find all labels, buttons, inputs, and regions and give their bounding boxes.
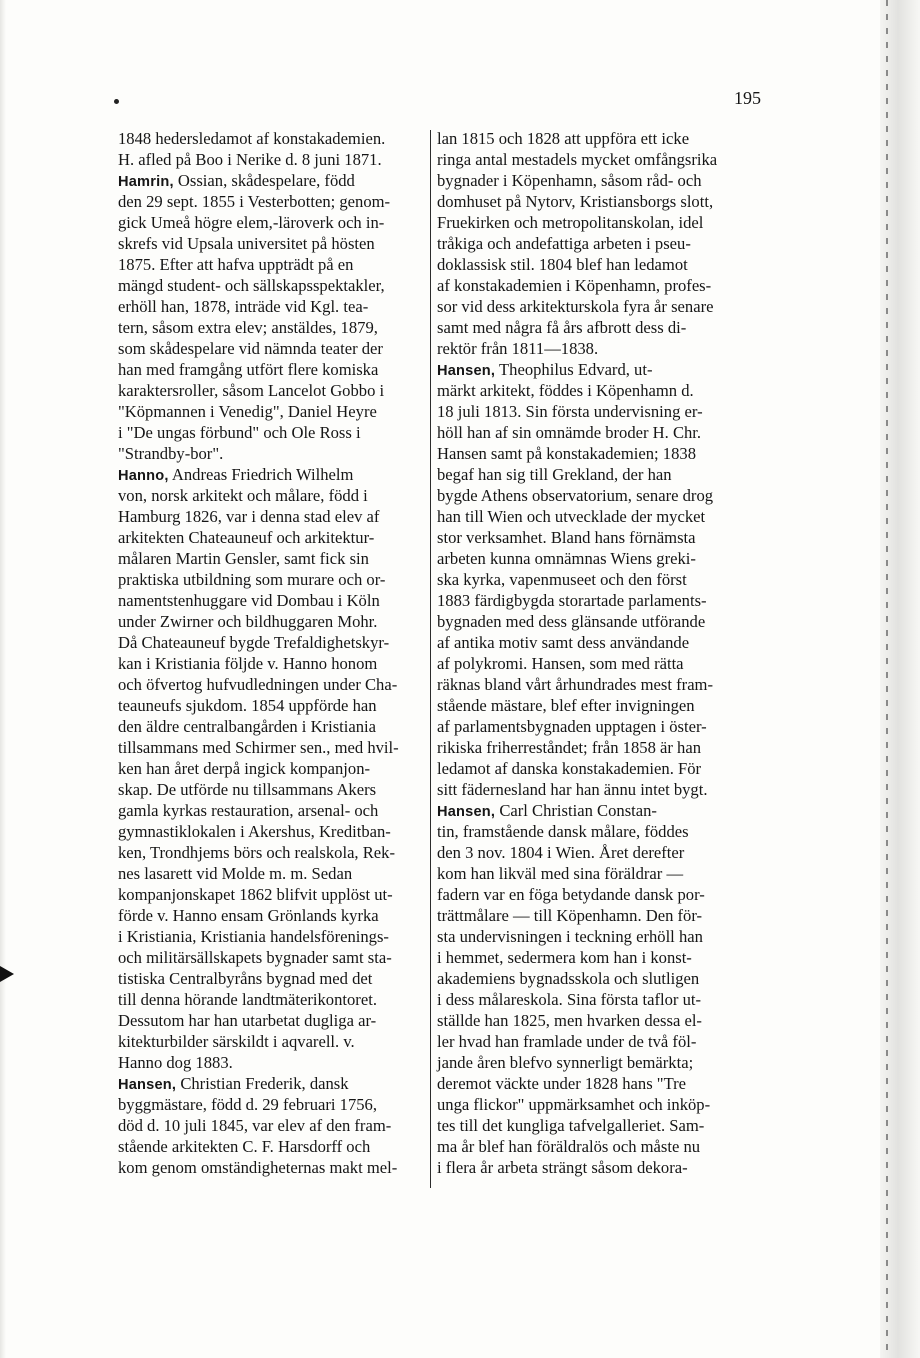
text-line — [118, 632, 399, 653]
text-line — [118, 569, 399, 590]
text-line — [437, 800, 717, 821]
line-text: Theophilus Edvard, ut- — [495, 360, 653, 379]
margin-arrow-icon — [0, 966, 14, 982]
line-text: jande åren blefvo synnerligt bemärkta; — [437, 1053, 694, 1072]
text-line — [437, 737, 717, 758]
text-line — [437, 464, 717, 485]
line-text: Då Chateauneuf bygde Trefaldighetskyr- — [118, 633, 390, 652]
text-line — [118, 947, 399, 968]
text-line — [437, 1010, 717, 1031]
text-line — [118, 926, 399, 947]
scan-edge-left — [0, 0, 6, 1358]
text-line — [118, 128, 399, 149]
text-line — [437, 674, 717, 695]
line-text: målaren Martin Gensler, samt fick sin — [118, 549, 369, 568]
line-text: mängd student- och sällskapsspektakler, — [118, 276, 385, 295]
line-text: den 29 sept. 1855 i Vesterbotten; genom- — [118, 192, 391, 211]
text-line — [118, 842, 399, 863]
text-line — [437, 968, 717, 989]
line-text: bygnaden med dess glänsande utförande — [437, 612, 706, 631]
line-text: förde v. Hanno ensam Grönlands kyrka — [118, 906, 379, 925]
text-line — [437, 905, 717, 926]
line-text: ska kyrka, vapenmuseet och den först — [437, 570, 687, 589]
line-text: i Kristiania, Kristiania handelsförenings- — [118, 927, 389, 946]
line-text: deremot väckte under 1828 hans "Tre — [437, 1074, 687, 1093]
line-text: kitekturbilder särskildt i aqvarell. v. — [118, 1032, 355, 1051]
text-line — [118, 863, 399, 884]
right-column — [437, 128, 717, 1178]
text-line — [437, 611, 717, 632]
text-line — [437, 716, 717, 737]
line-text: tin, framstående dansk målare, föddes — [437, 822, 689, 841]
entry-headword: Hansen, — [437, 804, 496, 820]
text-line — [118, 254, 399, 275]
text-line — [118, 653, 399, 674]
text-line — [437, 275, 717, 296]
line-text: tes till det kungliga tafvelgalleriet. Sam- — [437, 1116, 705, 1135]
line-text: gick Umeå högre elem,-läroverk och in- — [118, 213, 385, 232]
text-line — [437, 233, 717, 254]
text-line — [437, 170, 717, 191]
line-text: och militärsällskapets bygnader samt sta- — [118, 948, 392, 967]
line-text: erhöll han, 1878, inträde vid Kgl. tea- — [118, 297, 369, 316]
line-text: stående arkitekten C. F. Harsdorff och — [118, 1137, 371, 1156]
text-line — [118, 212, 399, 233]
text-line — [118, 1073, 399, 1094]
line-text: Andreas Friedrich Wilhelm — [168, 465, 354, 484]
text-line — [437, 1031, 717, 1052]
line-text: gamla kyrkas restauration, arsenal- och — [118, 801, 379, 820]
line-text: Ossian, skådespelare, född — [173, 171, 355, 190]
text-line — [118, 1052, 399, 1073]
text-line — [437, 338, 717, 359]
line-text: H. afled på Boo i Nerike d. 8 juni 1871. — [118, 150, 382, 169]
text-line — [437, 926, 717, 947]
entry-headword: Hansen, — [437, 363, 496, 379]
text-line — [437, 254, 717, 275]
line-text: i "De ungas förbund" och Ole Ross i — [118, 423, 361, 442]
text-line — [118, 1136, 399, 1157]
line-text: tern, såsom extra elev; anstäldes, 1879, — [118, 318, 378, 337]
line-text: ma år blef han föräldralös och måste nu — [437, 1137, 701, 1156]
text-line — [118, 1031, 399, 1052]
text-line — [118, 485, 399, 506]
text-line — [437, 380, 717, 401]
line-text: af konstakademien i Köpenhamn, profes- — [437, 276, 712, 295]
line-text: bygde Athens observatorium, senare drog — [437, 486, 714, 505]
line-text: höll han af sin omnämde broder H. Chr. — [437, 423, 702, 442]
line-text: 18 juli 1813. Sin första undervisning er- — [437, 402, 703, 421]
line-text: rektör från 1811—1838. — [437, 339, 599, 358]
line-text: kom genom omständigheternas makt mel- — [118, 1158, 398, 1177]
line-text: doklassisk stil. 1804 blef han ledamot — [437, 255, 688, 274]
line-text: unga flickor" uppmärksamhet och inköp- — [437, 1095, 711, 1114]
text-line — [118, 401, 399, 422]
line-text: bygnader i Köpenhamn, såsom råd- och — [437, 171, 702, 190]
page-number: 195 — [734, 88, 761, 108]
entry-headword: Hamrin, — [118, 174, 174, 190]
line-text: skap. De utförde nu tillsammans Akers — [118, 780, 377, 799]
text-line — [118, 170, 399, 191]
line-text: och öfvertog hufvudledningen under Cha- — [118, 675, 398, 694]
line-text: Christian Frederik, dansk — [176, 1074, 349, 1093]
text-line — [437, 212, 717, 233]
line-text: gymnastiklokalen i Akershus, Kreditban- — [118, 822, 391, 841]
column-divider — [430, 130, 431, 1188]
line-text: stor verksamhet. Bland hans förnämsta — [437, 528, 696, 547]
text-line — [118, 821, 399, 842]
text-line — [437, 443, 717, 464]
text-line — [437, 317, 717, 338]
text-line — [118, 884, 399, 905]
line-text: tråkiga och andefattiga arbeten i pseu- — [437, 234, 691, 253]
text-line — [437, 1094, 717, 1115]
line-text: skrefs vid Upsala universitet på hösten — [118, 234, 375, 253]
text-line — [437, 1073, 717, 1094]
line-text: fadern var en föga betydande dansk por- — [437, 885, 705, 904]
line-text: ler hvad han framlade under de två föl- — [437, 1032, 697, 1051]
line-text: sta undervisningen i teckning erhöll han — [437, 927, 703, 946]
line-text: lan 1815 och 1828 att uppföra ett icke — [437, 129, 690, 148]
text-line — [437, 149, 717, 170]
line-text: stående mästare, blef efter invigningen — [437, 696, 695, 715]
line-text: han till Wien och utvecklade der mycket — [437, 507, 706, 526]
line-text: ken, Trondhjems börs och realskola, Rek- — [118, 843, 395, 862]
text-line — [437, 527, 717, 548]
text-line — [437, 422, 717, 443]
line-text: arbeten kunna omnämnas Wiens greki- — [437, 549, 696, 568]
text-line — [118, 380, 399, 401]
line-text: arkitekten Chateauneuf och arkitektur- — [118, 528, 375, 547]
line-text: tistiska Centralbyråns bygnad med det — [118, 969, 373, 988]
text-line — [118, 674, 399, 695]
text-line — [437, 569, 717, 590]
text-line — [118, 506, 399, 527]
text-line — [118, 422, 399, 443]
line-text: Hanno dog 1883. — [118, 1053, 233, 1072]
text-line — [118, 968, 399, 989]
text-line — [437, 884, 717, 905]
text-line — [437, 632, 717, 653]
text-line — [118, 1157, 399, 1178]
text-line — [118, 905, 399, 926]
line-text: den äldre centralbangården i Kristiania — [118, 717, 377, 736]
text-line — [437, 128, 717, 149]
text-line — [118, 359, 399, 380]
line-text: i flera år arbeta strängt såsom dekora- — [437, 1158, 688, 1177]
line-text: 1875. Efter att hafva uppträdt på en — [118, 255, 354, 274]
line-text: räknas bland vårt århundrades mest fram- — [437, 675, 713, 694]
text-line — [437, 989, 717, 1010]
text-line — [437, 863, 717, 884]
text-line — [118, 716, 399, 737]
line-text: rikiska friherreståndet; från 1858 är han — [437, 738, 702, 757]
line-text: den 3 nov. 1804 i Wien. Året derefter — [437, 843, 685, 862]
scan-edge-right — [880, 0, 920, 1358]
text-line — [118, 989, 399, 1010]
line-text: Carl Christian Constan- — [495, 801, 657, 820]
line-text: död d. 10 juli 1845, var elev af den fram- — [118, 1116, 392, 1135]
line-text: i dess målareskola. Sina första taflor ut- — [437, 990, 702, 1009]
text-line — [118, 737, 399, 758]
text-line — [437, 947, 717, 968]
line-text: samt med några få års afbrott dess di- — [437, 318, 687, 337]
line-text: märkt arkitekt, föddes i Köpenhamn d. — [437, 381, 694, 400]
entry-headword: Hanno, — [118, 468, 169, 484]
text-line — [118, 296, 399, 317]
text-line — [118, 275, 399, 296]
text-line — [118, 758, 399, 779]
text-line — [118, 191, 399, 212]
text-line — [437, 695, 717, 716]
left-column — [118, 128, 399, 1178]
text-line — [437, 653, 717, 674]
line-text: nes lasarett vid Molde m. m. Sedan — [118, 864, 353, 883]
text-line — [118, 611, 399, 632]
text-line — [437, 548, 717, 569]
line-text: "Strandby-bor". — [118, 444, 224, 463]
text-line — [118, 800, 399, 821]
text-line — [437, 1157, 717, 1178]
text-line — [437, 758, 717, 779]
line-text: sitt fädernesland har han ännu intet bygt. — [437, 780, 708, 799]
text-line — [118, 317, 399, 338]
line-text: trättmålare — till Köpenhamn. Den för- — [437, 906, 703, 925]
line-text: namentstenhuggare vid Dombau i Köln — [118, 591, 380, 610]
line-text: ställde han 1825, men hvarken dessa el- — [437, 1011, 702, 1030]
text-line — [118, 590, 399, 611]
line-text: domhuset på Nytorv, Kristiansborgs slott, — [437, 192, 714, 211]
line-text: af antika motiv samt dess användande — [437, 633, 690, 652]
line-text: ledamot af danska konstakademien. För — [437, 759, 702, 778]
line-text: kom han likväl med sina föräldrar — — [437, 864, 684, 883]
line-text: 1883 färdigbygda storartade parlaments- — [437, 591, 707, 610]
line-text: han med framgång utfört flere komiska — [118, 360, 379, 379]
text-line — [437, 506, 717, 527]
line-text: af parlamentsbygnaden upptagen i öster- — [437, 717, 707, 736]
text-line — [118, 464, 399, 485]
line-text: ringa antal mestadels mycket omfångsrika — [437, 150, 718, 169]
line-text: akademiens bygnadsskola och slutligen — [437, 969, 700, 988]
ink-dot — [114, 99, 119, 104]
text-line — [118, 779, 399, 800]
line-text: byggmästare, född d. 29 februari 1756, — [118, 1095, 377, 1114]
text-line — [118, 1094, 399, 1115]
text-line — [437, 779, 717, 800]
line-text: Hamburg 1826, var i denna stad elev af — [118, 507, 380, 526]
line-text: teauneufs sjukdom. 1854 uppförde han — [118, 696, 377, 715]
line-text: 1848 hedersledamot af konstakademien. — [118, 129, 386, 148]
line-text: under Zwirner och bildhuggaren Mohr. — [118, 612, 378, 631]
line-text: praktiska utbildning som murare och or- — [118, 570, 386, 589]
line-text: Hansen samt på konstakademien; 1838 — [437, 444, 696, 463]
line-text: begaf han sig till Grekland, der han — [437, 465, 672, 484]
text-line — [437, 401, 717, 422]
text-line — [437, 1052, 717, 1073]
text-line — [118, 527, 399, 548]
line-text: kompanjonskapet 1862 blifvit upplöst ut- — [118, 885, 393, 904]
text-line — [437, 590, 717, 611]
text-line — [118, 1010, 399, 1031]
text-line — [118, 695, 399, 716]
text-line — [437, 821, 717, 842]
text-line — [437, 1115, 717, 1136]
line-text: von, norsk arkitekt och målare, född i — [118, 486, 368, 505]
line-text: till denna hörande landtmäterikontoret. — [118, 990, 377, 1009]
line-text: karaktersroller, såsom Lancelot Gobbo i — [118, 381, 385, 400]
line-text: sor vid dess arkitekturskola fyra år senare — [437, 297, 714, 316]
text-line — [437, 1136, 717, 1157]
entry-headword: Hansen, — [118, 1077, 177, 1093]
text-line — [118, 149, 399, 170]
text-line — [437, 296, 717, 317]
line-text: ken han året derpå ingick kompanjon- — [118, 759, 371, 778]
text-line — [437, 191, 717, 212]
text-line — [437, 842, 717, 863]
line-text: af polykromi. Hansen, som med rätta — [437, 654, 684, 673]
line-text: i hemmet, sedermera kom han i konst- — [437, 948, 692, 967]
line-text: tillsammans med Schirmer sen., med hvil- — [118, 738, 399, 757]
text-line — [118, 338, 399, 359]
text-line — [118, 1115, 399, 1136]
line-text: Dessutom har han utarbetat dugliga ar- — [118, 1011, 377, 1030]
text-line — [437, 359, 717, 380]
text-line — [118, 443, 399, 464]
line-text: "Köpmannen i Venedig", Daniel Heyre — [118, 402, 377, 421]
line-text: Fruekirken och metropolitanskolan, idel — [437, 213, 704, 232]
text-line — [118, 233, 399, 254]
text-line — [437, 485, 717, 506]
line-text: kan i Kristiania följde v. Hanno honom — [118, 654, 378, 673]
text-line — [118, 548, 399, 569]
line-text: som skådespelare vid nämnda teater der — [118, 339, 383, 358]
